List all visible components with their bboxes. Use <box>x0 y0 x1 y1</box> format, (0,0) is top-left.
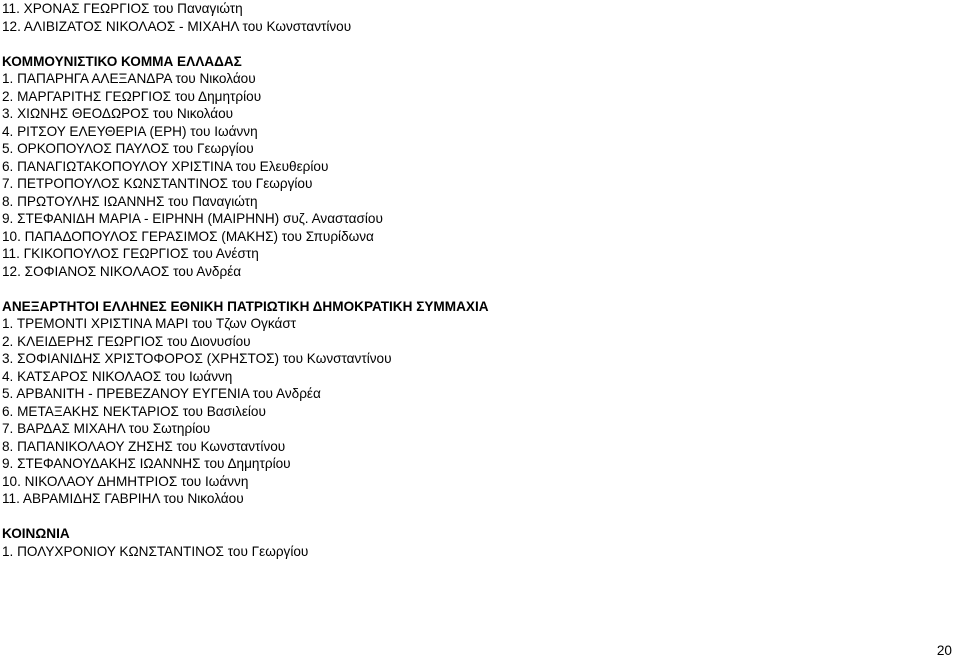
section-heading: ΑΝΕΞΑΡΤΗΤΟΙ ΕΛΛΗΝΕΣ ΕΘΝΙΚΗ ΠΑΤΡΙΩΤΙΚΗ ΔΗΜΟΚΡΑΤΙΚΗ ΣΥΜΜΑΧΙΑ <box>2 298 489 314</box>
section-heading: ΚΟΜΜΟΥΝΙΣΤΙΚΟ ΚΟΜΜΑ ΕΛΛΑΔΑΣ <box>2 53 242 69</box>
list-item: 7. ΒΑΡΔΑΣ ΜΙΧΑΗΛ του Σωτηρίου <box>2 421 211 436</box>
list-item: 5. ΑΡΒΑΝΙΤΗ - ΠΡΕΒΕΖΑΝΟΥ ΕΥΓΕΝΙΑ του Ανδρέα <box>2 386 321 401</box>
list-item: 11. ΓΚΙΚΟΠΟΥΛΟΣ ΓΕΩΡΓΙΟΣ του Ανέστη <box>2 246 259 261</box>
section-spacer <box>2 35 952 53</box>
list-item: 4. ΚΑΤΣΑΡΟΣ ΝΙΚΟΛΑΟΣ του Ιωάννη <box>2 368 233 384</box>
section-spacer <box>2 508 952 526</box>
list-item: 1. ΠΑΠΑΡΗΓΑ ΑΛΕΞΑΝΔΡΑ του Νικολάου <box>2 71 256 86</box>
list-item: 2. ΚΛΕΙΔΕΡΗΣ ΓΕΩΡΓΙΟΣ του Διονυσίου <box>2 333 251 349</box>
list-item: 2. ΜΑΡΓΑΡΙΤΗΣ ΓΕΩΡΓΙΟΣ του Δημητρίου <box>2 88 262 104</box>
section-kke <box>2 53 952 281</box>
list-item: 4. ΡΙΤΣΟΥ ΕΛΕΥΘΕΡΙΑ (ΕΡΗ) του Ιωάννη <box>2 123 258 139</box>
page-number: 20 <box>936 643 952 658</box>
section-koinonia <box>2 525 952 560</box>
section-spacer <box>2 280 952 298</box>
list-item: 1. ΠΟΛΥΧΡΟΝΙΟΥ ΚΩΝΣΤΑΝΤΙΝΟΣ του Γεωργίου <box>2 543 309 559</box>
list-item: 3. ΣΟΦΙΑΝΙΔΗΣ ΧΡΙΣΤΟΦΟΡΟΣ (ΧΡΗΣΤΟΣ) του Κωνσταντίνου <box>2 351 392 366</box>
list-item: 3. ΧΙΩΝΗΣ ΘΕΟΔΩΡΟΣ του Νικολάου <box>2 106 234 121</box>
list-item: 12. ΣΟΦΙΑΝΟΣ ΝΙΚΟΛΑΟΣ του Ανδρέα <box>2 263 242 279</box>
list-item: 11. ΧΡΟΝΑΣ ΓΕΩΡΓΙΟΣ του Παναγιώτη <box>2 1 243 16</box>
section-heading: ΚΟΙΝΩΝΙΑ <box>2 526 70 541</box>
list-item: 5. ΟΡΚΟΠΟΥΛΟΣ ΠΑΥΛΟΣ του Γεωργίου <box>2 141 254 156</box>
list-item: 8. ΠΑΠΑΝΙΚΟΛΑΟΥ ΖΗΣΗΣ του Κωνσταντίνου <box>2 438 286 454</box>
list-item: 10. ΝΙΚΟΛΑΟΥ ΔΗΜΗΤΡΙΟΣ του Ιωάννη <box>2 473 249 489</box>
list-item: 12. ΑΛΙΒΙΖΑΤΟΣ ΝΙΚΟΛΑΟΣ - ΜΙΧΑΗΛ του Κωνσταντίνου <box>2 18 352 34</box>
continued-list <box>2 0 952 35</box>
document-page <box>2 0 952 560</box>
list-item: 7. ΠΕΤΡΟΠΟΥΛΟΣ ΚΩΝΣΤΑΝΤΙΝΟΣ του Γεωργίου <box>2 176 313 191</box>
list-item: 8. ΠΡΩΤΟΥΛΗΣ ΙΩΑΝΝΗΣ του Παναγιώτη <box>2 193 258 209</box>
list-item: 10. ΠΑΠΑΔΟΠΟΥΛΟΣ ΓΕΡΑΣΙΜΟΣ (ΜΑΚΗΣ) του Σπυρίδωνα <box>2 228 374 244</box>
list-item: 9. ΣΤΕΦΑΝΟΥΔΑΚΗΣ ΙΩΑΝΝΗΣ του Δημητρίου <box>2 456 291 471</box>
section-anel <box>2 298 952 508</box>
list-item: 6. ΠΑΝΑΓΙΩΤΑΚΟΠΟΥΛΟΥ ΧΡΙΣΤΙΝΑ του Ελευθερίου <box>2 158 329 174</box>
list-item: 11. ΑΒΡΑΜΙΔΗΣ ΓΑΒΡΙΗΛ του Νικολάου <box>2 491 244 506</box>
list-item: 1. ΤΡΕΜΟΝΤΙ ΧΡΙΣΤΙΝΑ ΜΑΡΙ του Τζων Ογκάστ <box>2 316 297 331</box>
list-item: 9. ΣΤΕΦΑΝΙΔΗ ΜΑΡΙΑ - ΕΙΡΗΝΗ (ΜΑΙΡΗΝΗ) συζ. Αναστασίου <box>2 211 383 226</box>
list-item: 6. ΜΕΤΑΞΑΚΗΣ ΝΕΚΤΑΡΙΟΣ του Βασιλείου <box>2 403 266 419</box>
